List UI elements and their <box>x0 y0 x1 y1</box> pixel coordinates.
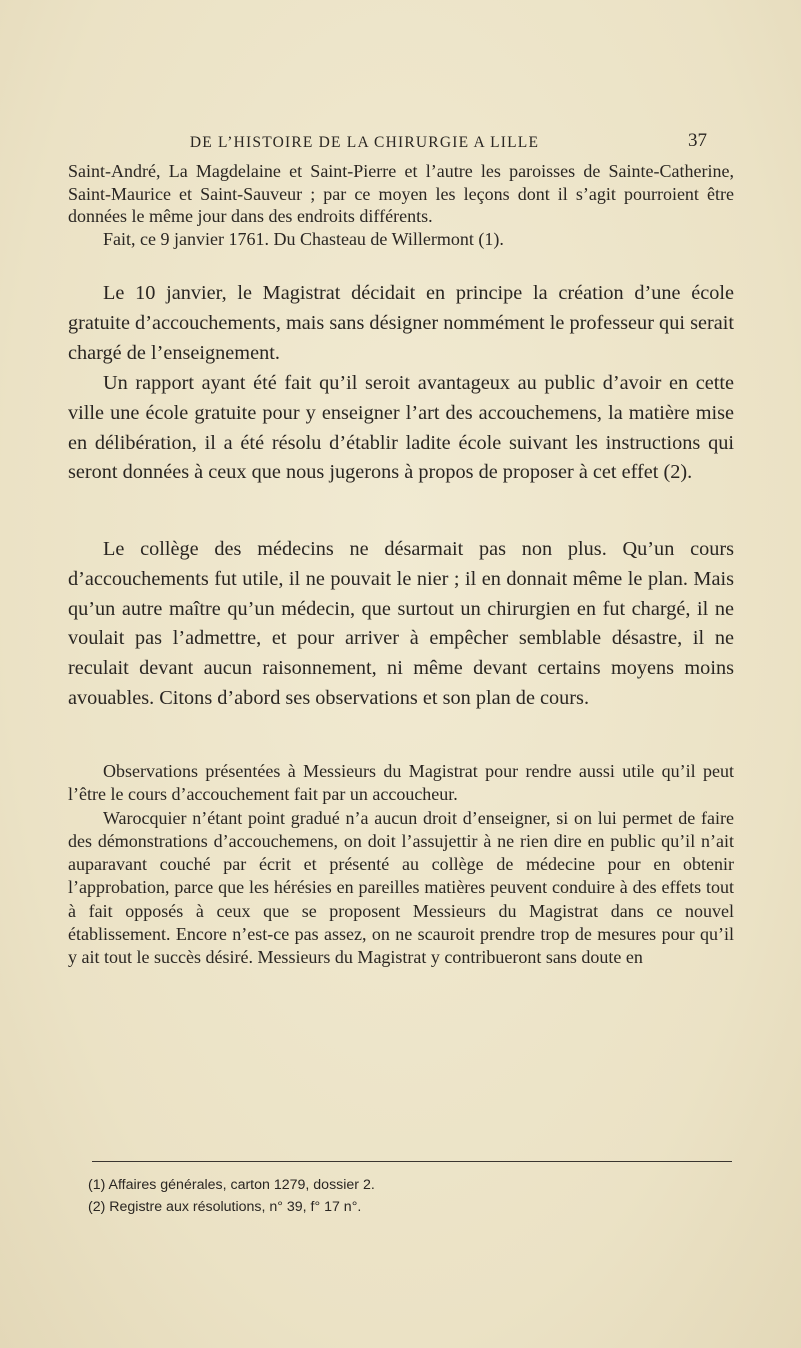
footnotes <box>88 1174 375 1218</box>
paragraph-decision <box>68 279 734 368</box>
quote-signature: Fait, ce 9 janvier 1761. Du Chasteau de Willermont (1). <box>103 228 504 249</box>
page-number: 37 <box>688 130 707 151</box>
running-title: DE L’HISTOIRE DE LA CHIRURGIE A LILLE <box>189 134 540 151</box>
footnote-divider <box>92 1161 732 1162</box>
paragraph-4: Le collège des médecins ne désarmait pas non plus. Qu’un cours d’accouchements fut utile, il ne pouvait le nier ; il en donnait même le plan. Mais qu’un autre maître qu’un médecin, que surtout un chirurgien en fut chargé, il ne voulait pas l’admettre, et pour arriver à empêcher semblable désastre, il ne reculait devant aucun raisonnement, ni même devant certains moyens moins avouables. Citons d’abord ses observations et son plan de cours. <box>68 538 734 709</box>
quoted-instructions <box>68 160 734 250</box>
paragraph-3: Un rapport ayant été fait qu’il seroit avantageux au public d’avoir en cette ville une école gratuite pour y enseigner l’art des accouchemens, la matière mise en délibération, il a été résolu d’établir ladite école suivant les instructions qui seront données à ceux que nous jugerons à propos de proposer à cet effet (2). <box>68 372 734 484</box>
paragraph-quote-1: Saint-André, La Magdelaine et Saint-Pierre et l’autre les paroisses de Sainte-Catherine, Saint-Maurice et Saint-Sauveur ; par ce moyen les leçons dont il s’agit pourroient être données le même jour dans des endroits différents. <box>68 161 734 226</box>
footnote-2: (2) Registre aux résolutions, n° 39, f° 17 n°. <box>88 1199 362 1215</box>
paragraph-2: Le 10 janvier, le Magistrat décidait en principe la création d’une école gratuite d’accouchements, mais sans désigner nommément le professeur qui serait chargé de l’enseignement. <box>68 282 734 364</box>
paragraph-college <box>68 535 734 714</box>
observations-block <box>68 760 734 970</box>
paragraph-resolution <box>68 369 734 488</box>
observations-title: Observations présentées à Messieurs du Magistrat pour rendre aussi utile qu’il peut l’être le cours d’accouchement fait par un accoucheur. <box>68 761 734 805</box>
observations-body: Warocquier n’étant point gradué n’a aucun droit d’enseigner, si on lui permet de faire des démonstrations d’accouchemens, on doit l’assujettir à ne rien dire en public qu’il n’ait auparavant couché par écrit et présenté au collège de médecine pour en obtenir l’approbation, parce que les hérésies en pareilles matières peuvent conduire à des effets tout à fait opposés à ceux que se proposent Messieurs du Magistrat dans ce nouvel établissement. Encore n’est-ce pas assez, on ne scauroit prendre trop de mesures pour qu’il y ait tout le succès désiré. Messieurs du Magistrat y contribueront sans doute en <box>68 807 734 968</box>
footnote-1: (1) Affaires générales, carton 1279, dossier 2. <box>88 1177 375 1193</box>
